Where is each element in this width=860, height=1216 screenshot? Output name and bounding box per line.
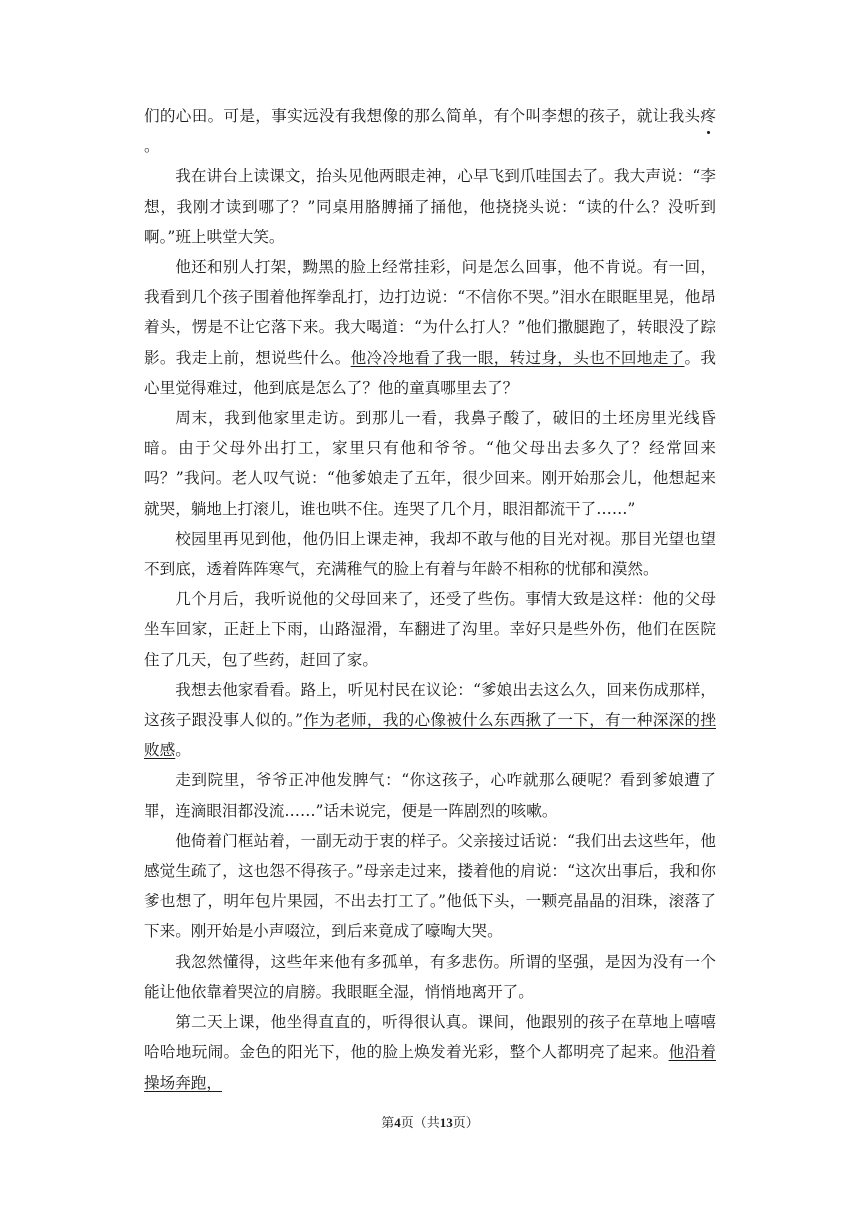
text-run: 我在讲台上读课文，抬头见他两眼走神，心早飞到爪哇国去了。我大声说：“李想，我刚才读到哪了？”同桌用胳膊捅了捅他，他挠挠头说：“读的什么？没听到啊。”班上哄堂大笑。 — [144, 167, 716, 246]
page-footer — [0, 1112, 860, 1131]
text-run: 校园里再见到他，他仍旧上课走神，我却不敢与他的目光对视。那目光望也望不到底，透着阵阵寒气，充满稚气的脸上有着与年龄不相称的忧郁和漠然。 — [144, 529, 716, 579]
underlined-phrase: 他沿着操场奔跑， — [144, 1043, 716, 1092]
paragraph — [144, 403, 716, 524]
text-run: 我忽然懂得，这些年来他有多孤单，有多悲伤。所谓的坚强，是因为没有一个能让他依靠着哭泣的肩膀。我眼眶全湿，悄悄地离开了。 — [144, 952, 716, 1001]
footer-middle: 页（共 — [400, 1115, 440, 1130]
text-run: 。 — [175, 741, 191, 760]
text-run: 走到院里，爷爷正冲他发脾气：“你这孩子，心咋就那么硬呢？看到爹娘遭了罪，连滴眼泪都没流……”话未说完，便是一阵剧烈的咳嗽。 — [144, 771, 716, 820]
paragraph — [144, 947, 716, 1007]
emphasis-dot-char: 疼 — [700, 101, 716, 131]
text-run: 我想去他家看看。路上，听见村民在议论：“爹娘出去这么久，回来伤成那样，这孩子跟没事人似的。” — [144, 680, 716, 730]
text-run: 们的心田。可是，事实远没有我想像的那么简单，有个叫李想的孩子，就让我头 — [144, 107, 701, 125]
text-run: 第二天上课，他坐得直直的，听得很认真。课间，他跟别的孩子在草地上嘻嘻哈哈地玩闹。金色的阳光下，他的脸上焕发着光彩，整个人都明亮了起来。 — [144, 1013, 716, 1062]
footer-suffix: 页） — [452, 1115, 479, 1130]
underlined-phrase: 作为老师，我的心像被什么东西揪了一下，有一种深深的挫败感 — [144, 711, 716, 760]
document-body — [144, 101, 716, 1098]
paragraph — [144, 584, 716, 675]
footer-page-number: 4 — [394, 1115, 401, 1130]
paragraph — [144, 675, 716, 766]
footer-prefix: 第 — [381, 1115, 395, 1130]
paragraph — [144, 101, 716, 161]
text-run: 周末，我到他家里走访。到那儿一看，我鼻子酸了，破旧的土坯房里光线昏暗。由于父母外出打工，家里只有他和爷爷。“他父母出去多久了？经常回来吗？”我问。老人叹气说：“他爹娘走了五年，很少回来。刚开始那会儿，他想起来就哭，躺地上打滚儿，谁也哄不住。连哭了几个月，眼泪都流干了……” — [144, 409, 716, 518]
text-run: 。 — [144, 137, 160, 156]
paragraph — [144, 252, 716, 403]
paragraph — [144, 826, 716, 947]
paragraph — [144, 765, 716, 825]
text-run: 他还和别人打架，黝黑的脸上经常挂彩，问是怎么回事，他不肯说。有一回，我看到几个孩子围着他挥拳乱打，边打边说：“不信你不哭。”泪水在眼眶里晃，他昂着头，愣是不让它落下来。我大喝道：“为什么打人？”他们撒腿跑了，转眼没了踪影。我走上前，想说些什么。 — [144, 258, 716, 367]
text-run: 他倚着门框站着，一副无动于衷的样子。父亲接过话说：“我们出去这些年，他感觉生疏了，这也怨不得孩子。”母亲走过来，搂着他的肩说：“这次出事后，我和你爹也想了，明年包片果园，不出去打工了。”他低下头，一颗亮晶晶的泪珠，滚落了下来。刚开始是小声啜泣，到后来竟成了嚎啕大哭。 — [144, 831, 716, 941]
footer-total-pages: 13 — [439, 1115, 453, 1130]
paragraph — [144, 1007, 716, 1098]
paragraph — [144, 161, 716, 252]
paragraph — [144, 524, 716, 584]
text-run: 。我心里觉得难过，他到底是怎么了？他的童真哪里去了？ — [144, 348, 716, 397]
text-run: 几个月后，我听说他的父母回来了，还受了些伤。事情大致是这样：他的父母坐车回家，正赶上下雨，山路湿滑，车翻进了沟里。幸好只是些外伤，他们在医院住了几天，包了些药，赶回了家。 — [144, 590, 716, 669]
underlined-phrase: 他冷冷地看了我一眼，转过身，头也不回地走了 — [350, 348, 685, 367]
